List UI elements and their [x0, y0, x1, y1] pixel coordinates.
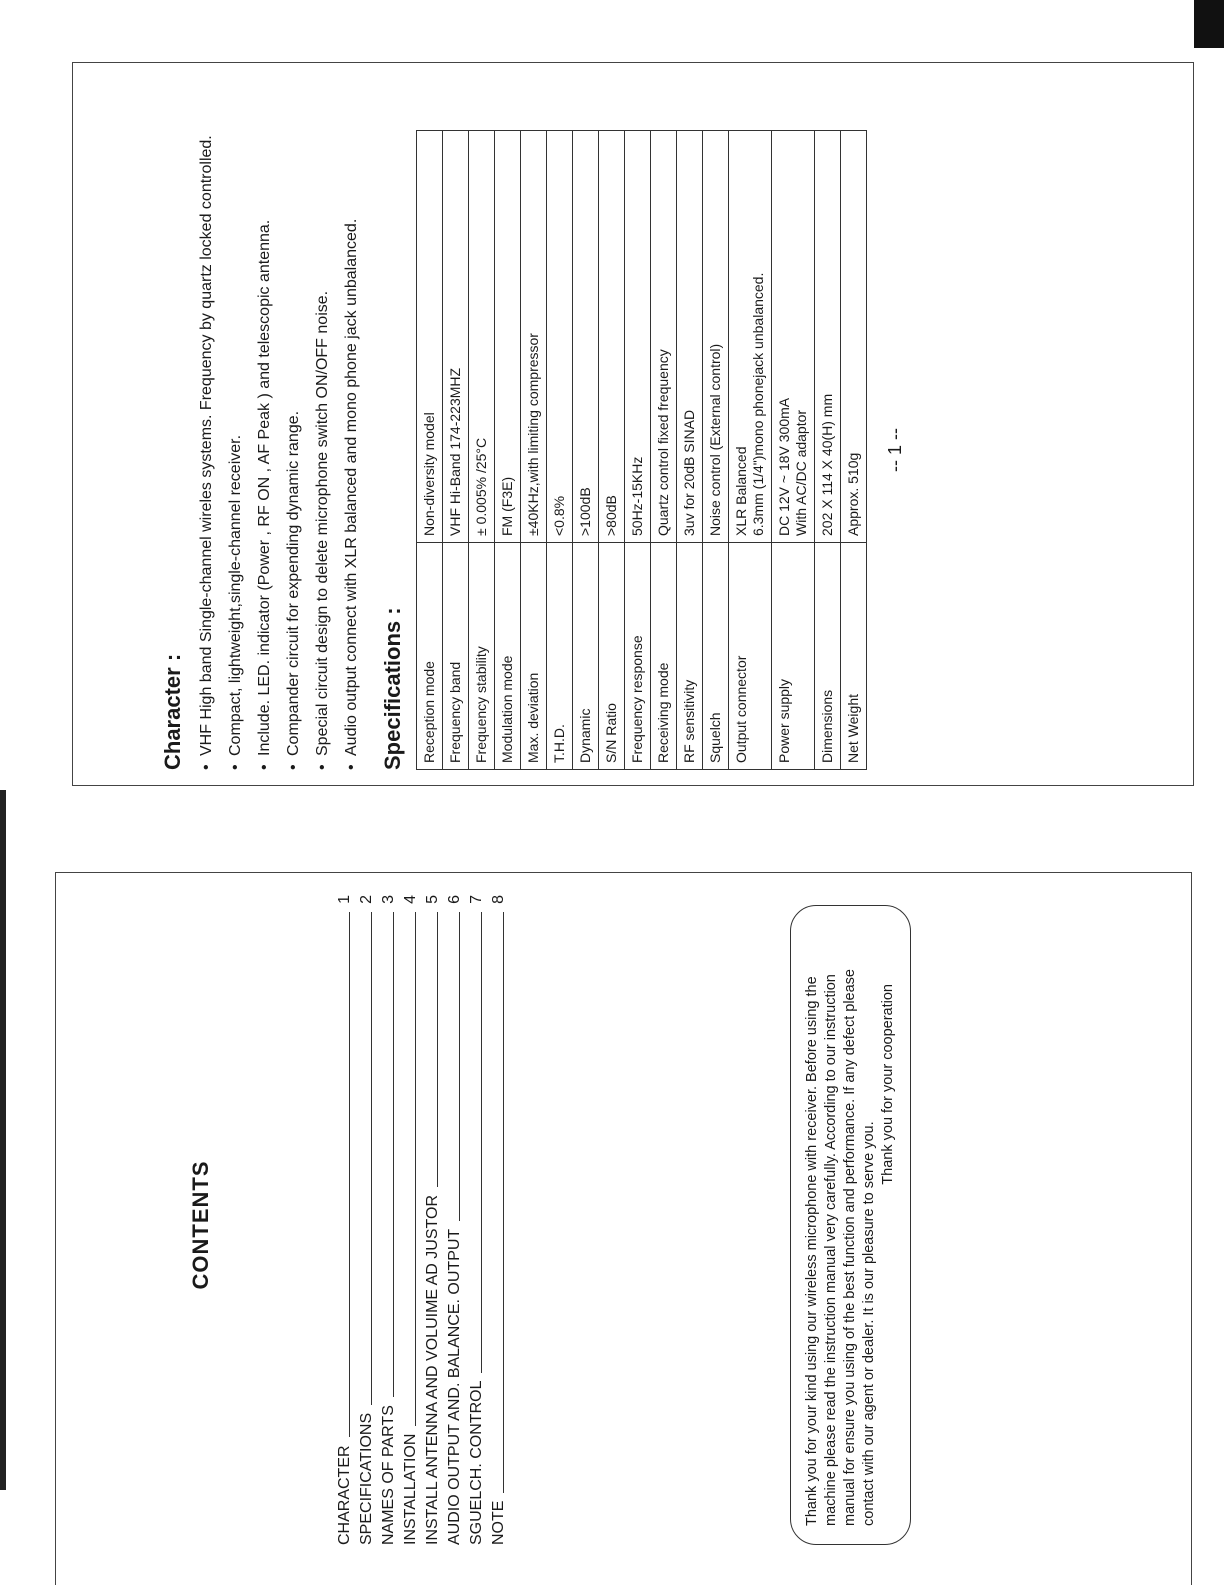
spec-key: Net Weight [841, 543, 867, 770]
toc-label: INSTALL ANTENNA AND VOLUIME AD JUSTOR [424, 1194, 441, 1545]
toc-item[interactable] [356, 895, 378, 1545]
toc-page: 1 [336, 895, 353, 904]
toc-page: 3 [380, 895, 397, 904]
character-list [192, 80, 366, 770]
table-row [625, 131, 651, 770]
spec-key: Dynamic [573, 543, 599, 770]
toc-page: 6 [446, 895, 463, 904]
spec-key: Modulation mode [495, 543, 521, 770]
character-item: • Compander circuit for expending dynamic range. [279, 80, 308, 770]
character-heading: Character : [160, 653, 185, 770]
spec-key: Squelch [703, 543, 729, 770]
spec-value: >80dB [599, 131, 625, 543]
toc-label: AUDIO OUTPUT AND. BALANCE. OUTPUT [446, 1228, 463, 1545]
contents-title: CONTENTS [188, 1160, 213, 1290]
spec-value: 202 X 114 X 40(H) mm [815, 131, 841, 543]
character-item: • Audio output connect with XLR balanced and mono phone jack unbalanced. [337, 80, 366, 770]
spec-value: 3uv for 20dB SINAD [677, 131, 703, 543]
note-thanks: Thank you for your cooperation [880, 984, 896, 1185]
toc-page: 4 [402, 895, 419, 904]
table-row [547, 131, 573, 770]
toc-item[interactable] [334, 895, 356, 1545]
note-text: Thank you for your kind using our wireless microphone with receiver. Before using the machine please read the instruction manual very carefully. According to our instruction manual for ensure you using of the best function and performance. If any defect please contact with our agent or dealer. It is our pleasure to serve you. [804, 969, 877, 1526]
spec-value: VHF Hi-Band 174-223MHZ [443, 131, 469, 543]
toc-label: NOTE [490, 1500, 507, 1545]
toc-leader [415, 912, 416, 1426]
toc-item[interactable] [378, 895, 400, 1545]
contents-page [170, 895, 970, 1545]
table-row [521, 131, 547, 770]
spec-value [729, 131, 772, 543]
spec-key: T.H.D. [547, 543, 573, 770]
spec-key: Output connector [729, 543, 772, 770]
character-item: • Compact, lightweight,single-channel receiver. [221, 80, 250, 770]
table-row [815, 131, 841, 770]
toc-leader [371, 912, 372, 1405]
spec-key: Max. deviation [521, 543, 547, 770]
toc-label: SPECIFICATIONS [358, 1412, 375, 1545]
toc-item[interactable] [422, 895, 444, 1545]
spec-value-line: DC 12V ~ 18V 300mA [776, 397, 792, 536]
toc-label: INSTALLATION [402, 1433, 419, 1545]
spec-value: FM (F3E) [495, 131, 521, 543]
toc-page: 7 [468, 895, 485, 904]
table-row [469, 131, 495, 770]
spec-value-line: 6.3mm (1/4")mono phonejack unbalanced. [750, 272, 766, 536]
scan-edge-shadow [0, 790, 6, 1490]
table-row [573, 131, 599, 770]
spec-value: Non-diversity model [417, 131, 443, 543]
toc-leader [459, 912, 460, 1221]
table-row [417, 131, 443, 770]
spec-key: Receiving mode [651, 543, 677, 770]
spec-key: Dimensions [815, 543, 841, 770]
thank-you-note [790, 905, 911, 1545]
spec-value: >100dB [573, 131, 599, 543]
spec-value-line: With AC/DC adaptor [793, 409, 809, 536]
character-spec-page [160, 80, 960, 770]
table-row [651, 131, 677, 770]
spec-value: 50Hz-15KHz [625, 131, 651, 543]
toc-page: 8 [490, 895, 507, 904]
specifications-table [416, 130, 867, 770]
spec-key: Power supply [772, 543, 815, 770]
spec-value: Noise control (External control) [703, 131, 729, 543]
toc-label: NAMES OF PARTS [380, 1405, 397, 1545]
table-row [841, 131, 867, 770]
spec-value: ± 0.005% /25°C [469, 131, 495, 543]
table-row [772, 131, 815, 770]
spec-value: Quartz control fixed frequency [651, 131, 677, 543]
table-row [495, 131, 521, 770]
character-item: • Special circuit design to delete microphone switch ON/OFF noise. [308, 80, 337, 770]
table-row [677, 131, 703, 770]
spec-value: Approx. 510g [841, 131, 867, 543]
toc-item[interactable] [444, 895, 466, 1545]
spec-key: Frequency response [625, 543, 651, 770]
table-row [599, 131, 625, 770]
spec-key: RF sensitivity [677, 543, 703, 770]
spec-key: S/N Ratio [599, 543, 625, 770]
spec-value: ±40KHz,with limiting compressor [521, 131, 547, 543]
table-row [703, 131, 729, 770]
specifications-heading: Specifications : [380, 607, 405, 770]
spec-value: <0.8% [547, 131, 573, 543]
character-item: • VHF High band Single-channel wireles systems. Frequency by quartz locked controlled. [192, 80, 221, 770]
toc-leader [349, 912, 350, 1438]
character-item: • Include. LED. indicator (Power , RF ON , AF Peak ) and telescopic antenna. [250, 80, 279, 770]
spec-key: Frequency band [443, 543, 469, 770]
toc-leader [437, 912, 438, 1187]
toc-leader [503, 912, 504, 1493]
toc-page: 2 [358, 895, 375, 904]
toc-item[interactable] [400, 895, 422, 1545]
spec-value-line: XLR Balanced [733, 446, 749, 536]
toc-leader [481, 912, 482, 1373]
toc-leader [393, 912, 394, 1397]
scan-edge-mark [1194, 0, 1224, 48]
spec-key: Frequency stability [469, 543, 495, 770]
table-row [729, 131, 772, 770]
spec-key: Reception mode [417, 543, 443, 770]
toc-item[interactable] [466, 895, 488, 1545]
toc-item[interactable] [488, 895, 510, 1545]
table-row [443, 131, 469, 770]
spec-value [772, 131, 815, 543]
toc-label: SGUELCH. CONTROL [468, 1380, 485, 1545]
page-number: -- 1 -- [885, 428, 905, 472]
toc-label: CHARACTER [336, 1445, 353, 1545]
table-of-contents [334, 895, 510, 1545]
toc-page: 5 [424, 895, 441, 904]
